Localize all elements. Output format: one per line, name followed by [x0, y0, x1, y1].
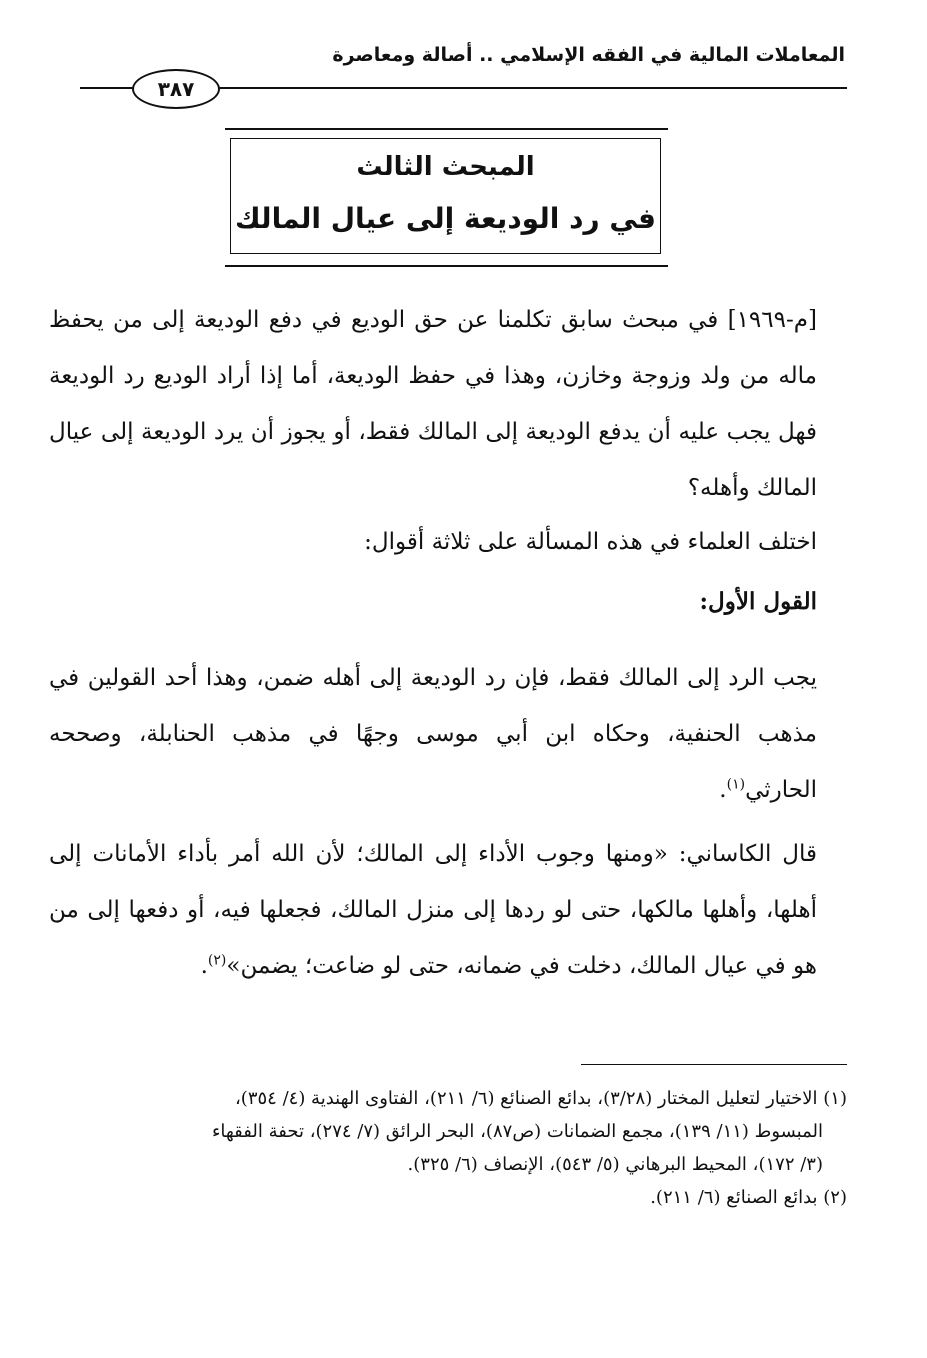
- title-rule-top: [225, 128, 668, 130]
- section-title-line-2: في رد الوديعة إلى عيال المالك: [234, 202, 656, 235]
- paragraph-kasani-quote-end: .: [200, 953, 208, 979]
- running-header-title: المعاملات المالية في الفقه الإسلامي .. أصالة ومعاصرة: [332, 44, 845, 66]
- footnote-1: [79, 1082, 847, 1181]
- paragraph-intro: [م-١٩٦٩] في مبحث سابق تكلمنا عن حق الوديع في دفع الوديعة إلى من يحفظ ماله من ولد وزوجة وخازن، وهذا في حفظ الوديعة، أما إذا أراد الوديع رد الوديعة فهل يجب عليه أن يدفع الوديعة إلى المالك فقط، أو يجوز أن يرد الوديعة إلى عيال المالك وأهله؟: [49, 307, 817, 501]
- paragraph-first-opinion-end: .: [719, 777, 727, 803]
- paragraph-opinions-intro: اختلف العلماء في هذه المسألة على ثلاثة أقوال:: [364, 529, 817, 555]
- paragraph-first-opinion: [49, 650, 847, 818]
- page-number: ٣٨٧: [132, 69, 220, 109]
- paragraph-kasani-quote: [49, 826, 847, 994]
- footnote-2: (٢) بدائع الصنائع (٦/ ٢١١).: [650, 1187, 847, 1208]
- footnote-rule: [581, 1064, 847, 1065]
- paragraph-kasani-quote-text: قال الكاساني: «ومنها وجوب الأداء إلى المالك؛ لأن الله أمر بأداء الأمانات إلى أهلها، وأهلها مالكها، حتى لو ردها إلى منزل المالك، فجعلها فيه، أو دفعها إلى من هو في عيال المالك، دخلت في ضمانه، حتى لو ضاعت؛ يضمن»: [49, 841, 817, 979]
- footnote-1-line-3: (٣/ ١٧٢)، المحيط البرهاني (٥/ ٥٤٣)، الإنصاف (٦/ ٣٢٥).: [407, 1154, 823, 1175]
- title-rule-bottom: [225, 265, 668, 267]
- paragraph-first-opinion-text: يجب الرد إلى المالك فقط، فإن رد الوديعة إلى أهله ضمن، وهذا أحد القولين في مذهب الحنفية، وحكاه ابن أبي موسى وجهًا في مذهب الحنابلة، وصححه الحارثي: [49, 665, 817, 803]
- footnote-1-line-1: (١) الاختيار لتعليل المختار (٣/٢٨)، بدائع الصنائع (٦/ ٢١١)، الفتاوى الهندية (٤/ ٣٥٤)،: [234, 1088, 847, 1109]
- footnote-ref-1: (١): [726, 776, 746, 793]
- section-title-line-1: المبحث الثالث: [356, 152, 535, 182]
- footnote-ref-2: (٢): [207, 952, 227, 969]
- footnote-1-line-2: المبسوط (١١/ ١٣٩)، مجمع الضمانات (ص٨٧)، البحر الرائق (٧/ ٢٧٤)، تحفة الفقهاء: [211, 1121, 823, 1142]
- heading-first-opinion: القول الأول:: [699, 588, 817, 615]
- section-title-box: [230, 138, 661, 254]
